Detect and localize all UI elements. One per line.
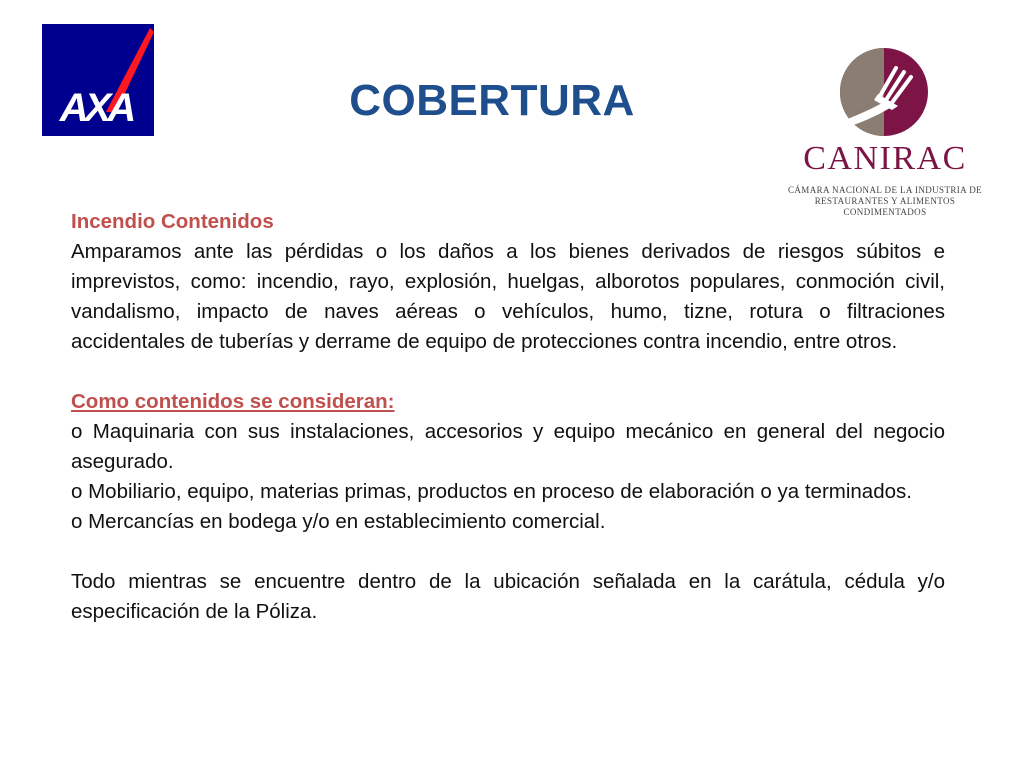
- section-title: Incendio Contenidos: [71, 210, 274, 233]
- bullet-item: o Mercancías en bodega y/o en establecimiento comercial.: [71, 510, 606, 533]
- slide-title: COBERTURA: [349, 76, 635, 125]
- slide-body: [71, 207, 945, 627]
- bullet-item: o Mobiliario, equipo, materias primas, productos en proceso de elaboración o ya terminados.: [71, 480, 912, 503]
- bullet-item: o Maquinaria con sus instalaciones, accesorios y equipo mecánico en general del negocio asegurado.: [71, 420, 945, 473]
- contents-heading: Como contenidos se consideran:: [71, 390, 395, 413]
- canirac-subtitle-line1: CÁMARA NACIONAL DE LA INDUSTRIA DE: [787, 185, 983, 195]
- canirac-wordmark: CANIRAC: [803, 140, 967, 177]
- spacer: [71, 537, 945, 567]
- fork-knife-circle-icon: [780, 44, 990, 139]
- spacer: [71, 357, 945, 387]
- intro-paragraph: Amparamos ante las pérdidas o los daños a los bienes derivados de riesgos súbitos e imprevistos, como: incendio, rayo, explosión, huelgas, alborotos populares, conmoción civil, vandalismo, impacto de naves aéreas o vehículos, humo, tizne, rotura o filtraciones accidentales de tuberías y derrame de equipo de protecciones contra incendio, entre otros.: [71, 240, 945, 353]
- axa-wordmark: AXA: [59, 86, 133, 130]
- closing-paragraph: Todo mientras se encuentre dentro de la ubicación señalada en la carátula, cédula y/o especificación de la Póliza.: [71, 570, 945, 623]
- canirac-logo: [780, 44, 990, 217]
- canirac-subtitle-line2: RESTAURANTES Y ALIMENTOS CONDIMENTADOS: [814, 196, 956, 217]
